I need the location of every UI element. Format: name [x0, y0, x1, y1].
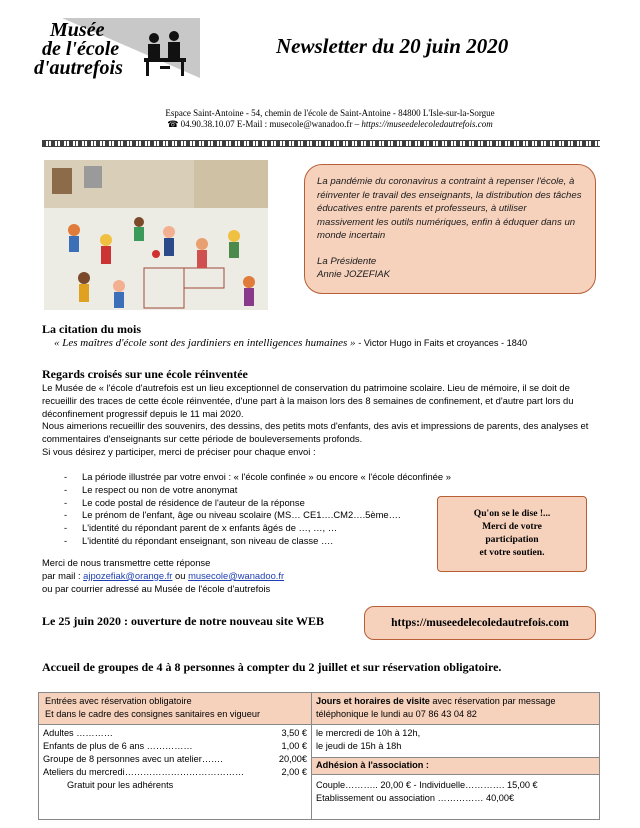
price-row: Groupe de 8 personnes avec un atelier……. 20,00€: [43, 754, 307, 764]
groups-line: Accueil de groupes de 4 à 8 personnes à compter du 2 juillet et sur réservation obligatoire.: [42, 660, 502, 674]
phone-number: 04.90.38.10.07: [180, 119, 235, 129]
website-callout[interactable]: [364, 606, 596, 640]
regards-paragraph-1: Le Musée de « l'école d'autrefois est un lieu exceptionnel de conservation du patrimoine scolaire. Lieu de mémoire, il se doit de recueillir des traces de cette école réinventée, d'une part à la maison lors des 8 semaines de confinement, et d'autre part lors du déconfinement progressif depuis le 11 mai 2020.: [42, 382, 574, 419]
hours-list: [316, 727, 596, 753]
scroll-line-3: participation: [485, 534, 539, 545]
president-message-box: [304, 164, 596, 294]
citation-quote: « Les maîtres d'école sont des jardiniers en intelligences humaines »: [54, 337, 356, 349]
entries-header: [39, 693, 311, 725]
adhesion-header: Adhésion à l'association :: [312, 757, 599, 775]
citation-line: [54, 337, 527, 349]
participation-list: [42, 471, 462, 548]
scroll-line-4: et votre soutien.: [479, 547, 545, 558]
signature-name: Annie JOZEFIAK: [317, 269, 391, 280]
hours-header-bold: Jours et horaires de visite: [316, 696, 430, 706]
price-row: Adultes ………… 3,50 €: [43, 728, 307, 738]
signature-role: La Présidente: [317, 255, 377, 267]
regards-paragraph-2: Nous aimerions recueillir des souvenirs, des dessins, des petits mots d'enfants, des avis et impressions de parents, des analyses et commentaires d'enseignants sur cette période de bouleversements profonds.: [42, 420, 589, 445]
adhesion-line-2: Etablissement ou association …………… 40,00€: [316, 793, 515, 803]
info-table: [38, 692, 600, 820]
adhesion-line-1: Couple……….. 20,00 € - Individuelle…………. 15,00 €: [316, 780, 538, 790]
mail-link-2[interactable]: musecole@wanadoo.fr: [188, 569, 285, 581]
phone-icon: ☎: [167, 119, 179, 129]
mail-link-1[interactable]: ajpozefiak@orange.fr: [83, 569, 173, 581]
mail-prefix: par mail :: [42, 569, 81, 581]
logo-line-2: de l'école: [42, 38, 120, 60]
logo-line-3: d'autrefois: [34, 57, 123, 79]
address-line: Espace Saint-Antoine - 54, chemin de l'école de Saint-Antoine - 84800 L'Isle-sur-la-Sorgue: [165, 108, 495, 118]
thanks-scroll-note: [437, 496, 587, 572]
president-message-text: La pandémie du coronavirus a contraint à repenser l'école, à réinventer le travail des enseignants, la distribution des tâches éducatives entre parents et professeurs, à utiliser massivement les outils numériques, enfin à éduquer dans un monde incertain: [317, 176, 582, 241]
email-label: E-Mail :: [236, 119, 268, 129]
price-list: [43, 727, 307, 792]
newsletter-title: Newsletter du 20 juin 2020: [276, 34, 509, 58]
citation-source: - Victor Hugo in Faits et croyances - 1840: [358, 338, 528, 348]
regards-body: [42, 382, 604, 459]
hours-line-1: le mercredi de 10h à 12h,: [316, 728, 421, 738]
decorative-chain-divider: [42, 140, 600, 147]
regards-heading: Regards croisés sur une école réinventée: [42, 367, 248, 381]
logo-line-1: Musée: [50, 19, 105, 41]
send-line: Merci de nous transmettre cette réponse: [42, 557, 211, 568]
mail-or: ou: [175, 569, 186, 581]
price-row: Ateliers du mercredi………………………………… 2,00 €: [43, 767, 307, 777]
list-item: - Le code postal de résidence de l'auteur de la réponse: [42, 497, 462, 510]
entries-header-1: Entrées avec réservation obligatoire: [45, 696, 192, 706]
scroll-line-1: Qu'on se le dise !...: [473, 508, 551, 519]
contact-line: [60, 119, 600, 130]
separator: –: [354, 119, 360, 129]
list-item: - La période illustrée par votre envoi : « l'école confinée » ou encore « l'école déconfinée »: [42, 471, 462, 484]
adhesion-list: [316, 779, 596, 805]
list-item: - L'identité du répondant parent de x enfants âgés de …, …, …: [42, 522, 462, 535]
regards-paragraph-3: Si vous désirez y participer, merci de préciser pour chaque envoi :: [42, 445, 316, 457]
list-item: - Le respect ou non de votre anonymat: [42, 484, 462, 497]
header-website-link[interactable]: https://museedelecoledautrefois.com: [361, 119, 493, 129]
scroll-line-2: Merci de votre: [482, 521, 542, 532]
website-url[interactable]: https://museedelecoledautrefois.com: [391, 617, 569, 629]
header-email-link[interactable]: musecole@wanadoo.fr: [269, 119, 353, 129]
list-item: - Le prénom de l'enfant, âge ou niveau scolaire (MS… CE1….CM2….5ème….: [42, 509, 462, 522]
entries-header-2: Et dans le cadre des consignes sanitaires en vigueur: [45, 709, 261, 719]
citation-heading: La citation du mois: [42, 322, 142, 336]
hours-line-2: le jeudi de 15h à 18h: [316, 741, 402, 751]
send-instructions: [42, 557, 462, 595]
museum-logo: [34, 12, 194, 84]
hours-header-rest: avec réservation par message téléphonique le lundi au 07 86 43 04 82: [316, 696, 556, 719]
schoolchildren-desk-icon: [142, 30, 188, 78]
website-announce-text: Le 25 juin 2020 : ouverture de notre nouveau site WEB: [42, 614, 325, 628]
post-line: ou par courrier adressé au Musée de l'école d'autrefois: [42, 582, 271, 594]
mail-line: [42, 570, 462, 583]
hours-header: [312, 693, 599, 725]
free-note: Gratuit pour les adhérents: [67, 780, 174, 790]
list-item: - L'identité du répondant enseignant, son niveau de classe ….: [42, 535, 462, 548]
playground-illustration: [44, 160, 268, 310]
price-row: Enfants de plus de 6 ans …………… 1,00 €: [43, 741, 307, 751]
